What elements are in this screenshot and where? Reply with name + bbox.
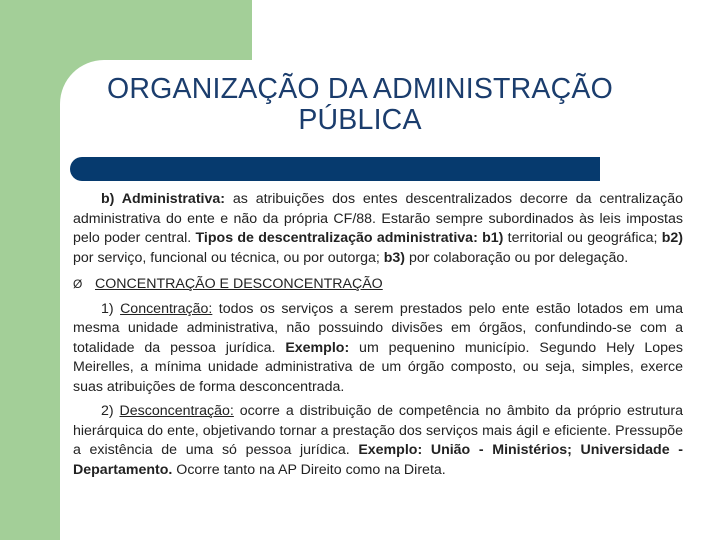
text-administrativa-3: por serviço, funcional ou técnica, ou por outorga; <box>73 249 384 266</box>
example-uniao: Exemplo: União - Ministérios; Universidade - Departamento. <box>73 442 683 478</box>
example-label: Exemplo: <box>285 339 350 356</box>
label-administrativa: b) Administrativa: <box>101 191 225 207</box>
number-1: 1) <box>101 300 114 317</box>
label-b2: b2) <box>661 230 683 246</box>
indent <box>73 403 101 419</box>
page-title <box>66 74 654 136</box>
term-desconcentracao: Desconcentração: <box>119 403 234 419</box>
text-concentracao-2: um pequenino município. Segundo Hely Lopes Meirelles, a mínima unidade administrativa de um órgão composto, ou seja, simples, exerce suas atribuições de forma desconcentrada. <box>73 339 684 395</box>
page-title-line-1: ORGANIZAÇÃO DA ADMINISTRAÇÃO <box>106 73 613 105</box>
title-underline-bar <box>70 157 600 181</box>
tipos-descentralizacao: Tipos de descentralização administrativa: b1) <box>195 230 504 246</box>
bullet-concentracao-desconcentracao <box>73 275 683 295</box>
text-administrativa-4: por colaboração ou por delegação. <box>405 249 629 266</box>
indent <box>73 191 101 207</box>
text-administrativa-2: territorial ou geográfica; <box>503 230 662 246</box>
text-desconcentracao-2: Ocorre tanto na AP Direito como na Direta. <box>172 461 446 478</box>
indent <box>73 301 101 317</box>
paragraph-desconcentracao <box>73 402 683 480</box>
slide-body <box>73 190 683 480</box>
number-2: 2) <box>101 403 114 419</box>
label-b3: b3) <box>383 249 406 266</box>
text-concentracao-1: todos os serviços a serem prestados pelo ente estão lotados em uma mesma unidade administrativa, não possuindo divisões em órgãos, confundindo-se com a totalidade da pessoa jurídica. <box>73 300 683 356</box>
term-concentracao: Concentração: <box>120 300 213 317</box>
arrow-bullet-icon: Ø <box>73 277 83 291</box>
text-administrativa-1: as atribuições dos entes descentralizados decorre da centralização administrativa do ente e não da própria CF/88. Estarão sempre subordinados às leis impostas pelo poder central. <box>73 191 683 246</box>
page-title-line-2: PÚBLICA <box>298 104 422 136</box>
paragraph-concentracao <box>73 300 683 398</box>
text-desconcentracao-1: ocorre a distribuição de competência no âmbito da próprio estrutura hierárquica do ente, objetivando tornar a prestação dos serviços mais ágil e eficiente. Pressupõe a existência de uma só pessoa jurídica. <box>73 403 683 458</box>
paragraph-administrativa <box>73 190 683 268</box>
bullet-heading: CONCENTRAÇÃO E DESCONCENTRAÇÃO <box>95 276 383 292</box>
